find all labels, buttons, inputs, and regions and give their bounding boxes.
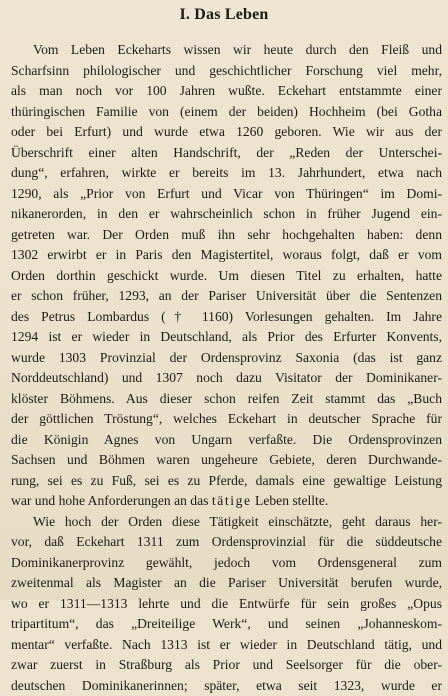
text-line: 1302 erwirbt er in Paris den Magistertitel, woraus folgt, daß er vom: [11, 245, 442, 266]
text-line: Vom Leben Eckeharts wissen wir heute durch den Fleiß und: [11, 40, 442, 61]
body-text: [11, 40, 442, 696]
text-line: rung, sei es zu Fuß, sei es zu Pferde, damals eine gewaltige Leistung: [11, 471, 442, 492]
text-line: Norddeutschland) und 1307 noch dazu Visitator der Dominikaner-: [11, 368, 442, 389]
text-line: wo er 1311—1313 lehrte und die Entwürfe für sein großes „Opus: [11, 594, 442, 615]
text-line: nikanerorden, in den er wahrscheinlich schon in früher Jugend ein-: [11, 204, 442, 225]
text-line: wurde 1303 Provinzial der Ordensprovinz Saxonia (das ist ganz: [11, 348, 442, 369]
text-line: thüringischen Familie von (einem der beiden) Hochheim (bei Gotha: [11, 102, 442, 123]
text-line: Überschrift einer alten Handschrift, der „Reden der Unterschei-: [11, 143, 442, 164]
paragraph-2: [11, 512, 442, 696]
text-line: Orden dorthin geschickt wurde. Um diesen Titel zu erhalten, hatte: [11, 266, 442, 287]
emphasized-word: tätige: [212, 493, 252, 508]
text-line: zweitenmal als Magister an die Pariser Universität berufen wurde,: [11, 573, 442, 594]
text-line: getreten war. Der Orden muß ihn sehr hochgehalten haben: denn: [11, 225, 442, 246]
text-line: deutschen Dominikanerinnen; später, etwa seit 1323, wurde er: [11, 676, 442, 696]
text-line: als man noch vor 100 Jahren wußte. Eckehart entstammte einer: [11, 81, 442, 102]
text-line: tripartitum“, das „Dreiteilige Werk“, und seinen „Johanneskom-: [11, 614, 442, 635]
text-line: mentar“ verfaßte. Nach 1313 ist er wieder in Deutschland tätig, und: [11, 635, 442, 656]
text-line: des Petrus Lombardus († 1160) Vorlesungen gehalten. Im Jahre: [11, 307, 442, 328]
text-line: die Königin Agnes von Ungarn verfaßte. Die Ordensprovinzen: [11, 430, 442, 451]
text-line-last: [11, 491, 442, 512]
text-line: er schon früher, 1293, an der Pariser Universität über die Sentenzen: [11, 286, 442, 307]
text-line: 1290, als „Prior von Erfurt und Vicar von Thüringen“ im Domi-: [11, 184, 442, 205]
paragraph-1: [11, 40, 442, 512]
section-title: I. Das Leben: [0, 6, 448, 24]
text-line: der göttlichen Tröstung“, welches Eckehart in deutscher Sprache für: [11, 409, 442, 430]
text-line: Sachsen und Böhmen waren ungeheure Gebiete, deren Durchwande-: [11, 450, 442, 471]
text-line: Scharfsinn philologischer und geschichtlicher Forschung viel mehr,: [11, 61, 442, 82]
text-segment: Leben stellte.: [252, 493, 329, 508]
text-line: 1294 ist er wieder in Deutschland, als Prior des Erfurter Konvents,: [11, 327, 442, 348]
text-line: vor, daß Eckehart 1311 zum Ordensprovinzial für die süddeutsche: [11, 532, 442, 553]
text-line: Wie hoch der Orden diese Tätigkeit einschätzte, geht daraus her-: [11, 512, 442, 533]
text-line: dung“, erfahren, wirkte er bereits im 13. Jahrhundert, etwa nach: [11, 163, 442, 184]
text-line: oder bei Erfurt) und wurde etwa 1260 geboren. Wie wir aus der: [11, 122, 442, 143]
text-line: zwar zuerst in Straßburg als Prior und Seelsorger für die ober-: [11, 655, 442, 676]
text-segment: war und hohe Anforderungen an das: [11, 493, 212, 508]
text-line: klöster Böhmens. Aus dieser schon reifen Zeit stammt das „Buch: [11, 389, 442, 410]
text-line: Dominikanerprovinz gewählt, jedoch vom Ordensgeneral zum: [11, 553, 442, 574]
